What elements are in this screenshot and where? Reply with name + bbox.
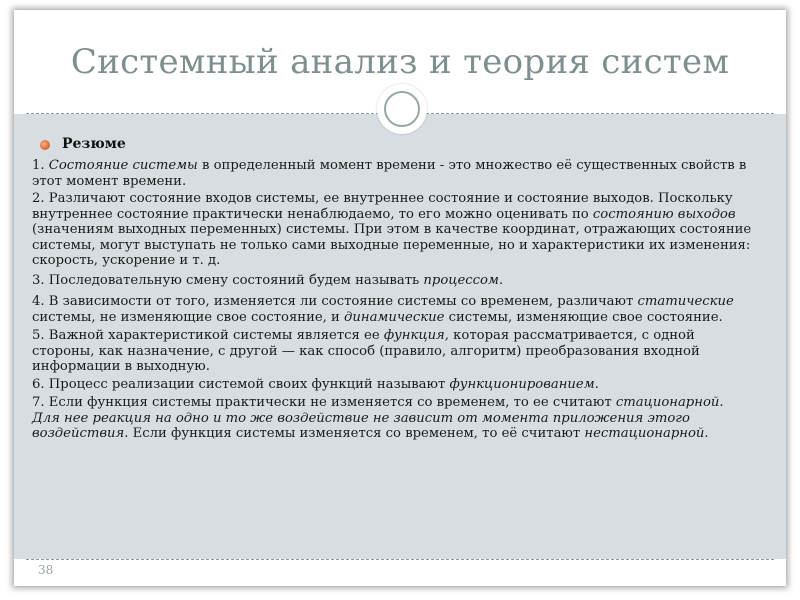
- paragraph-6: [32, 377, 754, 393]
- paragraph-text: в определенный момент времени - это множество её существенных свойств в этот момент времени.: [32, 158, 747, 189]
- divider-ring: [384, 91, 420, 127]
- emphasis-text: процессом: [423, 272, 499, 288]
- paragraph-3: [32, 273, 754, 289]
- paragraph-text: (значениям выходных переменных) системы. При этом в качестве координат, отражающих состояние системы, могут выступать не только сами выходные переменные, но и характеристики их изменения: скорость, ускорение и т. д.: [32, 222, 752, 268]
- paragraph-text: системы, не изменяющие свое состояние, и: [32, 309, 345, 325]
- paragraph-text: , которая рассматривается, с одной стороны, как назначение, с другой — как способ (правило, алгоритм) преобразования входной информации в выходную.: [32, 328, 700, 374]
- footer-divider: [26, 559, 774, 560]
- paragraph-text: . Если функция системы изменяется со временем, то её считают: [124, 426, 585, 441]
- bullet-icon: [40, 140, 50, 150]
- paragraph-text: 7. Если функция системы практически не изменяется со временем, то ее считают: [32, 395, 616, 410]
- paragraph-text: 2. Различают состояние входов системы, ее внутреннее состояние и состояние выходов. Поскольку внутреннее состояние практически ненаблюдаемо, то его можно оценивать по: [32, 191, 733, 222]
- paragraph-text: .: [594, 376, 599, 392]
- paragraph-2: [32, 191, 754, 269]
- emphasis-text: динамические: [344, 309, 445, 325]
- paragraph-5: [32, 328, 754, 375]
- paragraph-text: .: [719, 395, 724, 410]
- paragraph-text: 4. В зависимости от того, изменяется ли состояние системы со временем, различают: [32, 294, 638, 309]
- page-number: 38: [38, 563, 54, 577]
- slide: [14, 10, 786, 586]
- content-area: [14, 114, 786, 559]
- paragraph-1: [32, 158, 754, 189]
- emphasis-text: стационарной: [615, 395, 720, 410]
- paragraph-7: [32, 395, 754, 442]
- emphasis-text: нестационарной: [584, 426, 705, 441]
- emphasis-text: функция: [383, 328, 445, 343]
- emphasis-text: функционированием: [449, 376, 595, 392]
- paragraph-text: 1.: [32, 158, 49, 173]
- section-heading: Резюме: [62, 136, 126, 152]
- slide-title: Системный анализ и теория систем: [70, 42, 730, 82]
- emphasis-text: статические: [637, 294, 734, 309]
- emphasis-text: состоянию выходов: [592, 206, 736, 222]
- body-text: [32, 158, 754, 445]
- paragraph-text: .: [498, 272, 504, 288]
- paragraph-text: 5. Важной характеристикой системы является ее: [32, 328, 384, 343]
- emphasis-text: Для нее реакция на одно и то же воздействие не зависит от момента приложения этого воздействия: [32, 410, 690, 441]
- divider-circle-icon: [377, 84, 427, 134]
- paragraph-4: [32, 294, 754, 325]
- paragraph-text: .: [704, 426, 709, 441]
- paragraph-text: 3. Последовательную смену состояний будем называть: [32, 272, 424, 288]
- paragraph-text: системы, изменяющие свое состояние.: [444, 309, 723, 325]
- footer: [14, 559, 786, 586]
- emphasis-text: Состояние системы: [48, 158, 198, 173]
- paragraph-text: 6. Процесс реализации системой своих функций называют: [32, 376, 450, 392]
